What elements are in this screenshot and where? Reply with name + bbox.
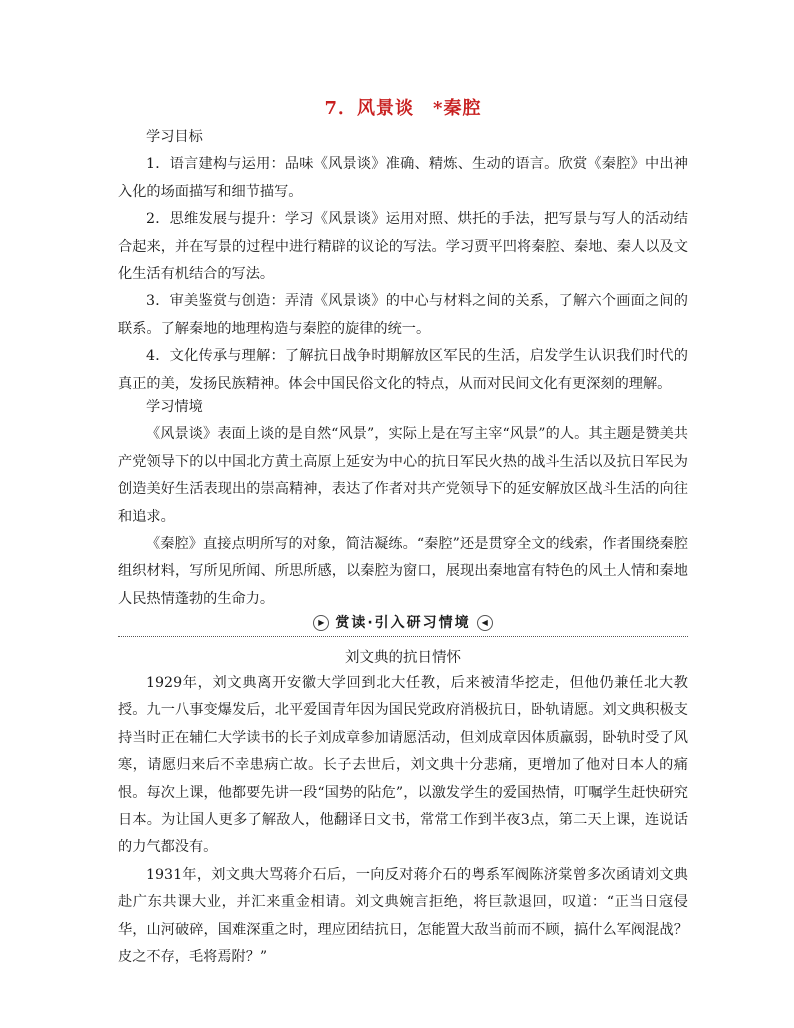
goal-item: 2．思维发展与提升：学习《风景谈》运用对照、烘托的手法，把写景与写人的活动结合起来，并在写景的过程中进行精辟的议论的写法。学习贾平凹将秦腔、秦地、秦人以及文化生活有机结合的写法。 (118, 211, 688, 283)
banner-label: 赏读·引入研习情境 (335, 615, 471, 631)
play-left-icon: ◀ (477, 615, 493, 631)
play-right-icon: ▶ (313, 615, 329, 631)
learning-goals-section (118, 124, 688, 398)
article-body (118, 670, 688, 971)
section-banner (118, 611, 688, 637)
learning-context-section (118, 394, 688, 613)
context-paragraph: 《风景谈》表面上谈的是自然“风景”，实际上是在写主宰“风景”的人。其主题是赞美共产党领导下的以中国北方黄土高原上延安为中心的抗日军民火热的战斗生活以及抗日军民为创造美好生活表现出的崇高精神，表达了作者对共产党领导下的延安解放区战斗生活的向往和追求。 (118, 426, 688, 525)
goals-heading: 学习目标 (146, 129, 203, 145)
goal-item: 1．语言建构与运用：品味《风景谈》准确、精炼、生动的语言。欣赏《秦腔》中出神入化的场面描写和细节描写。 (118, 156, 688, 200)
goal-item: 3．审美鉴赏与创造：弄清《风景谈》的中心与材料之间的关系，了解六个画面之间的联系。了解秦地的地理构造与秦腔的旋律的统一。 (118, 293, 688, 337)
article-paragraph: 1929年，刘文典离开安徽大学回到北大任教，后来被清华挖走，但他仍兼任北大教授。九一八事变爆发后，北平爱国青年因为国民党政府消极抗日，卧轨请愿。刘文典积极支持当时正在辅仁大学读书的长子刘成章参加请愿活动，但刘成章因体质羸弱，卧轨时受了风寒，请愿归来后不幸患病亡故。长子去世后，刘文典十分悲痛，更增加了他对日本人的痛恨。每次上课，他都要先讲一段“国势的阽危”，以激发学生的爱国热情，叮嘱学生赶快研究日本。为让国人更多了解敌人，他翻译日文书，常常工作到半夜3点，第二天上课，连说话的力气都没有。 (118, 675, 688, 856)
context-heading: 学习情境 (146, 399, 203, 415)
dotted-divider (118, 636, 688, 637)
page-title: 7．风景谈 *秦腔 (324, 98, 482, 119)
context-paragraph: 《秦腔》直接点明所写的对象，简洁凝练。“秦腔”还是贯穿全文的线索，作者围绕秦腔组织材料，写所见所闻、所思所感，以秦腔为窗口，展现出秦地富有特色的风土人情和秦地人民热情蓬勃的生命力。 (118, 536, 688, 607)
article-paragraph: 1931年，刘文典大骂蒋介石后，一向反对蒋介石的粤系军阀陈济棠曾多次函请刘文典赴广东共课大业，并汇来重金相请。刘文典婉言拒绝，将巨款退回，叹道：“正当日寇侵华，山河破碎，国难深重之时，理应团结抗日，怎能置大敌当前而不顾，搞什么军阀混战？皮之不存，毛将焉附？” (118, 866, 688, 966)
goal-item: 4．文化传承与理解：了解抗日战争时期解放区军民的生活，启发学生认识我们时代的真正的美，发扬民族精神。体会中国民俗文化的特点，从而对民间文化有更深刻的理解。 (118, 348, 688, 392)
article-title: 刘文典的抗日情怀 (345, 650, 461, 666)
